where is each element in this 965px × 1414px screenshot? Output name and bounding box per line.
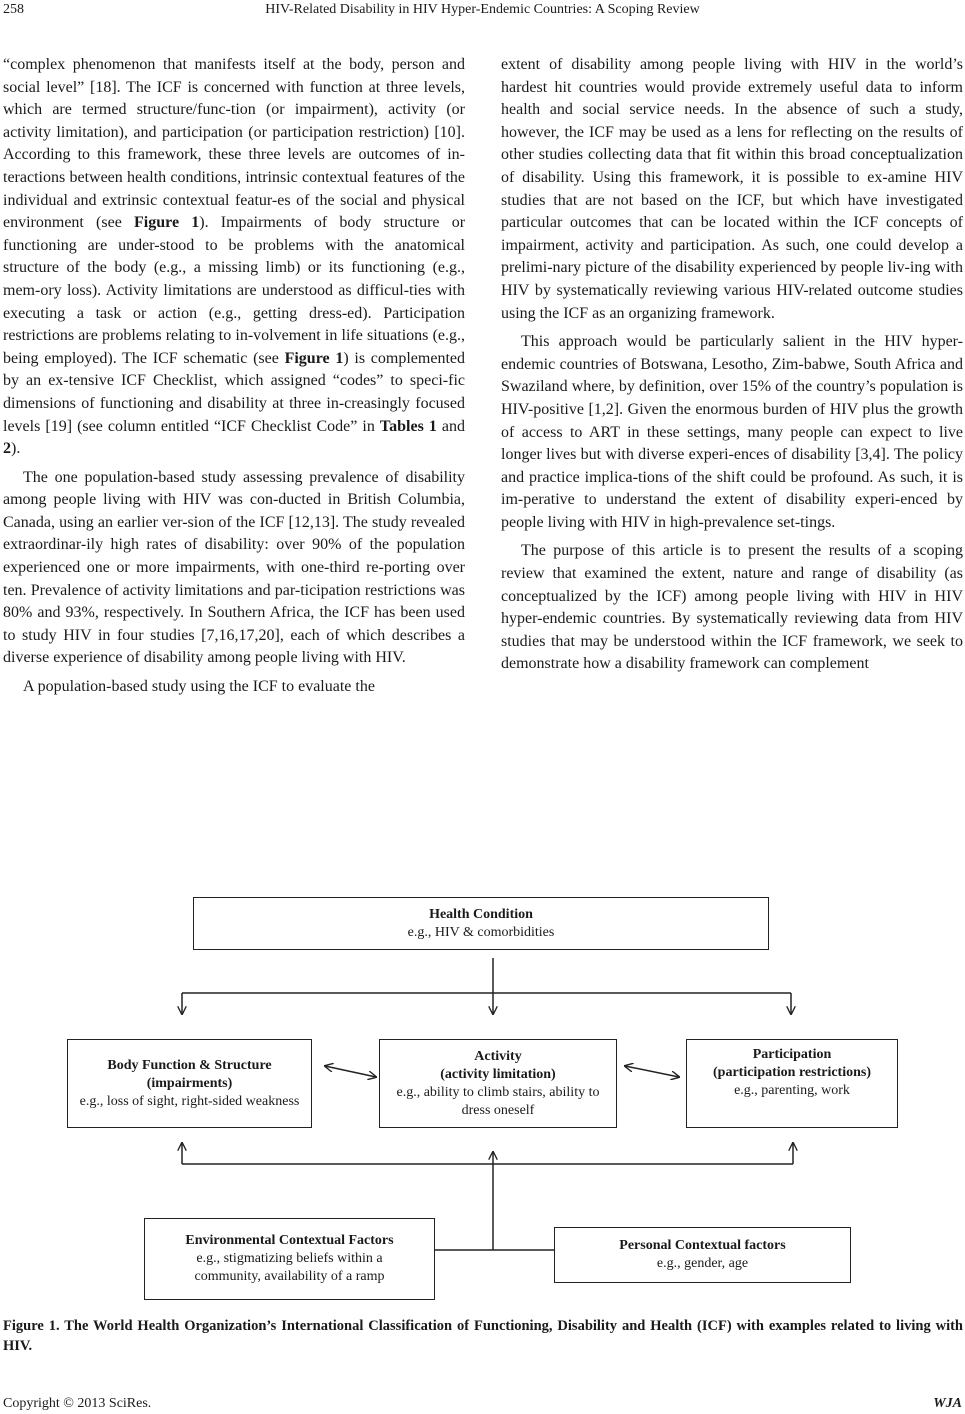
right-column [501, 54, 963, 676]
table-1-reference[interactable]: Tables 1 [379, 417, 437, 435]
page-number: 258 [3, 2, 24, 17]
left-paragraph-1: “complex phenomenon that manifests itself at the body, person and social level” [18]. The ICF is concerned with function at three levels, which are termed structure/func-tion (or impairment), activity (or activity limitation), and participation (or participation restriction) [10]. According to this framework, these three levels are outcomes of in-teractions between health conditions, intrinsic contextual features of the individual and extrinsic contextual featur-es of the social and physical environment (see Figure 1). Impairments of body structure or functioning are under-stood to be problems with the anatomical structure of the body (e.g., a missing limb) or its functioning (e.g., mem-ory loss). Activity limitations are understood as difficul-ties with executing a task or action (e.g., getting dress-ed). Participation restrictions are problems relating to in-volvement in life situations (e.g., being employed). The ICF schematic (see Figure 1) is complemented by an ex-tensive ICF Checklist, which assigned “codes” to speci-fic dimensions of functioning and disability at three in-creasingly focused levels [19] (see column entitled “ICF Checklist Code” in Tables 1 and 2). [3, 56, 466, 458]
copyright-notice: Copyright © 2013 SciRes. [3, 1396, 152, 1411]
right-paragraph-3: The purpose of this article is to present the results of a scoping review that examined the extent, nature and range of disability (as conceptualized by the ICF) among people living with HIV in HIV hyper-endemic countries. By systematically reviewing data from HIV studies that may be understood within the ICF framework, we seek to demonstrate how a disability framework can complement [501, 542, 963, 673]
table-2-reference[interactable]: 2 [3, 440, 11, 458]
participation-box: Participation (participation restrictions) e.g., parenting, work [686, 1039, 898, 1128]
running-title: HIV-Related Disability in HIV Hyper-Endemic Countries: A Scoping Review [265, 2, 700, 17]
activity-box: Activity (activity limitation) e.g., ability to climb stairs, ability to dress oneself [379, 1039, 617, 1128]
figure-1-reference[interactable]: Figure 1 [134, 214, 200, 232]
connector-body-activity [325, 1066, 376, 1077]
left-paragraph-2: The one population-based study assessing prevalence of disability among people living with HIV was con-ducted in British Columbia, Canada, using an earlier ver-sion of the ICF [12,13]. The study revealed extraordinar-ily high rates of disability: over 90% of the population experienced one or more impairments, with one-third re-porting over ten. Prevalence of activity limitations and par-ticipation restrictions was 80% and 93%, respectively. In Southern Africa, the ICF has been used to study HIV in four studies [7,16,17,20], each of which describes a diverse experience of disability among people living with HIV. [3, 468, 465, 667]
journal-abbreviation: WJA [933, 1396, 962, 1411]
left-column [3, 54, 465, 699]
figure-caption: Figure 1. The World Health Organization’s International Classification of Functioning, Disability and Health (ICF) with examples related to living with HIV. [3, 1318, 963, 1354]
left-paragraph-3: A population-based study using the ICF to evaluate the [23, 678, 375, 696]
connector-activity-participation [625, 1066, 679, 1077]
body-function-box: Body Function & Structure (impairments) e.g., loss of sight, right-sided weakness [67, 1039, 312, 1128]
right-paragraph-1: extent of disability among people living with HIV in the world’s hardest hit countries would provide extremely useful data to inform health and social service needs. In the absence of such a study, however, the ICF may be used as a lens for reflecting on the results of other studies collecting data that fit within this broad conceptualization of disability. Using this framework, it is possible to ex-amine HIV studies that are not based on the ICF, but which have investigated particular outcomes that can be located within the ICF concepts of impairment, activity and participation. As such, one could develop a prelimi-nary picture of the disability experienced by people liv-ing with HIV by systematically reviewing various HIV-related outcome studies using the ICF as an organizing framework. [501, 56, 963, 322]
personal-factors-box: Personal Contextual factors e.g., gender, age [554, 1227, 851, 1283]
figure-1-reference[interactable]: Figure 1 [284, 349, 344, 367]
right-paragraph-2: This approach would be particularly salient in the HIV hyper-endemic countries of Botswana, Lesotho, Zim-babwe, South Africa and Swaziland where, by definition, over 15% of the country’s population is HIV-positive [1,2]. Given the enormous burden of HIV plus the growth of access to ART in these settings, many people can expect to live longer lives but with diverse experi-ences of disability [3,4]. The policy and practice implica-tions of the shift could be profound. As such, it is im-perative to understand the extent of disability experi-enced by people living with HIV in high-prevalence set-tings. [501, 333, 963, 531]
environmental-factors-box: Environmental Contextual Factors e.g., stigmatizing beliefs within a community, availability of a ramp [144, 1218, 435, 1300]
health-condition-box: Health Condition e.g., HIV & comorbidities [193, 897, 769, 950]
